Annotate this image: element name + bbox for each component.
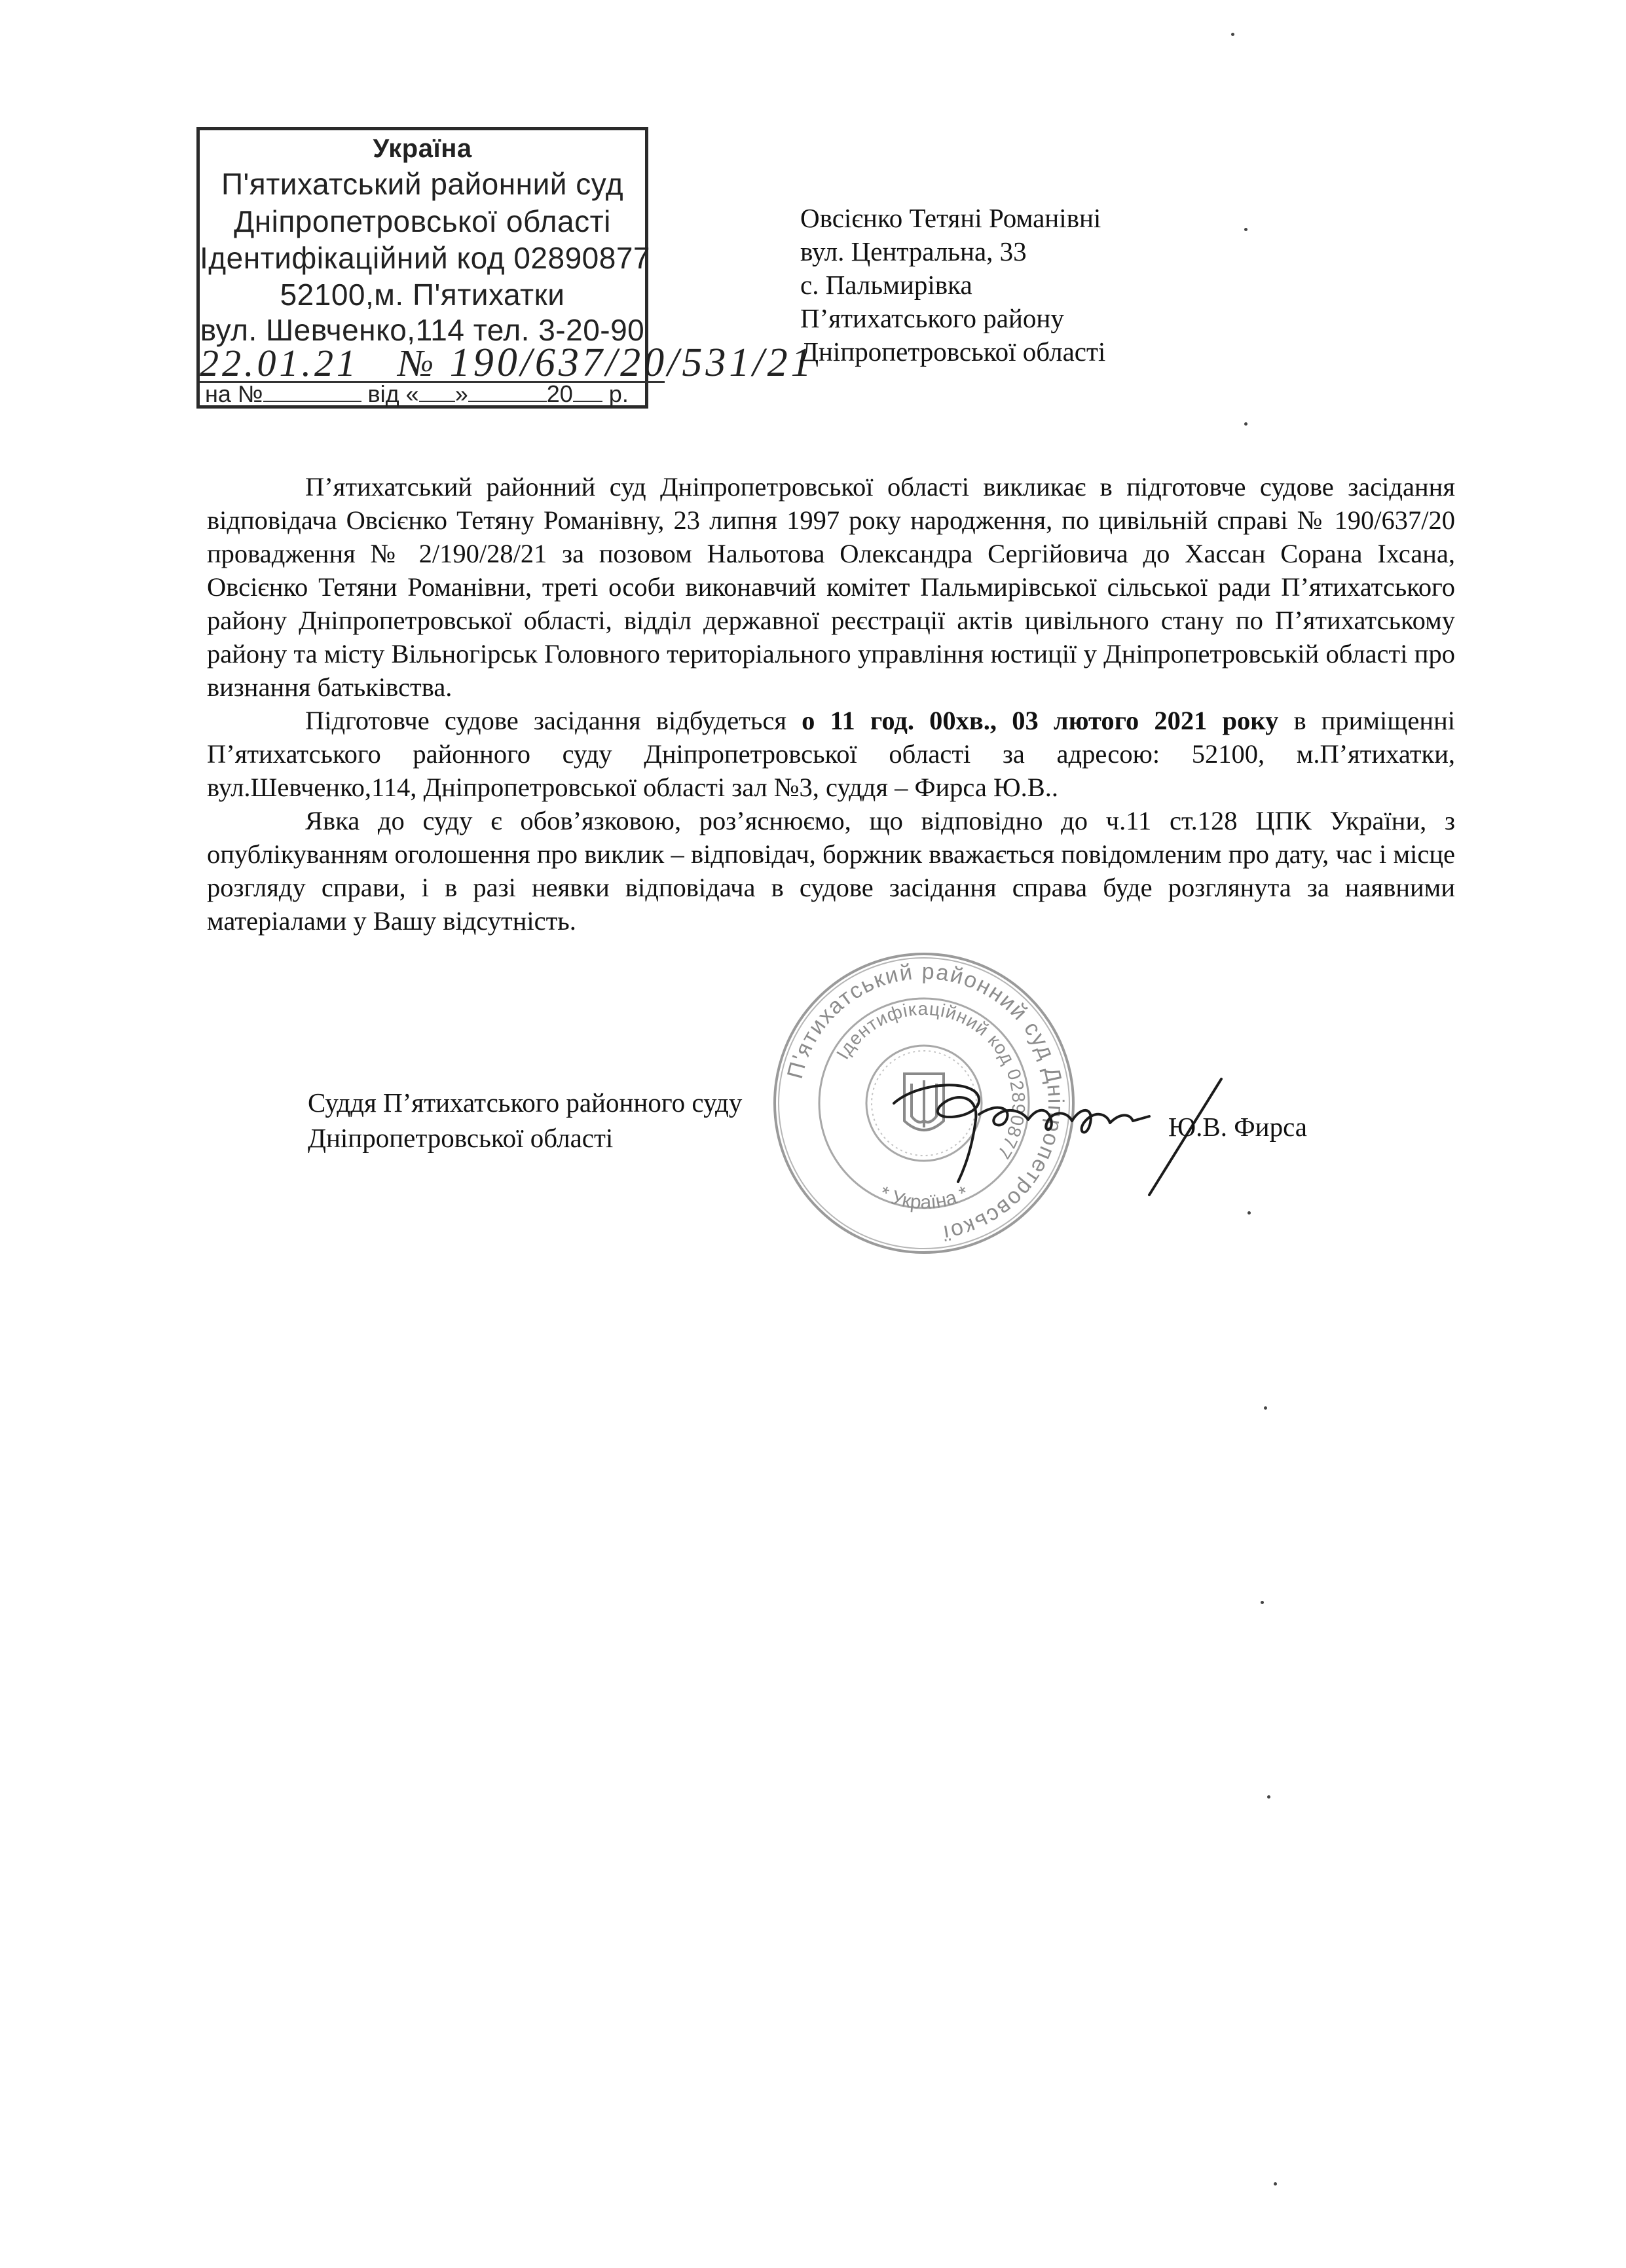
- scan-speck: [1267, 1795, 1270, 1799]
- recipient-village: с. Пальмирівка: [800, 270, 972, 300]
- stamp-ref-suffix: р.: [608, 380, 629, 407]
- stamp-region: Дніпропетровської області: [234, 204, 611, 238]
- judge-name: Ю.В. Фирса: [1168, 1112, 1307, 1142]
- recipient-street: вул. Центральна, 33: [800, 236, 1027, 266]
- summons-paragraph-3: Явка до суду є обов’язковою, роз’яснюємо, що відповідно до ч.11 ст.128 ЦПК України, з опублікуванням оголошення про виклик – відповідач, боржник вважається повідомленим про дату, час і місце розгляду справи, і в разі неявки відповідача в судове засідання справа буде розглянута за наявними матеріалами у Вашу відсутність.: [207, 806, 1455, 936]
- judge-title: Суддя П’ятихатського районного суду: [308, 1088, 743, 1118]
- hearing-location: в приміщенні П’ятихатського районного суду Дніпропетровської області за адресою: 52100, м.П’ятихатки, вул.Шевченко,114, Дніпропетровської області зал №3, суддя – Фирса Ю.В..: [207, 706, 1456, 802]
- hearing-intro: Підготовче судове засідання відбудеться: [305, 706, 786, 735]
- stamp-ref-prefix: на №: [205, 380, 263, 407]
- stamp-ref-close: »: [454, 380, 468, 407]
- scan-speck: [1244, 422, 1247, 426]
- scan-speck: [1247, 1211, 1251, 1215]
- stamp-handwritten-reference: [200, 340, 815, 386]
- stamp-ref-year: 20: [546, 380, 573, 407]
- scan-speck: [1261, 1601, 1264, 1604]
- stamp-hand-number: 190/637/20/531/21: [449, 340, 815, 385]
- recipient-region: Дніпропетровської області: [800, 337, 1106, 367]
- hearing-datetime: о 11 год. 00хв., 03 лютого 2021 року: [802, 706, 1279, 735]
- recipient-district: П’ятихатського району: [800, 303, 1064, 333]
- summons-body: [207, 470, 1455, 938]
- stamp-street-phone: вул. Шевченко,114 тел. 3-20-90: [200, 313, 645, 347]
- stamp-id-code: Ідентифікаційний код 02890877: [200, 241, 650, 275]
- stamp-ref-mid: від «: [367, 380, 419, 407]
- summons-paragraph-2: [207, 704, 1455, 804]
- stamp-ref-line: [205, 380, 629, 408]
- stamp-court-name: П'ятихатський районний суд: [221, 167, 624, 201]
- scan-speck: [1274, 2182, 1277, 2186]
- recipient-name: Овсієнко Тетяні Романівні: [800, 203, 1101, 233]
- stamp-country: Україна: [373, 134, 472, 163]
- stamp-hand-no-label: №: [397, 342, 437, 384]
- stamp-postal-city: 52100,м. П'ятихатки: [280, 278, 565, 312]
- stamp-hand-date: 22.01.21: [200, 342, 359, 384]
- judge-court-region: Дніпропетровської області: [308, 1123, 614, 1153]
- recipient-address: [800, 202, 1105, 369]
- scan-speck: [1244, 228, 1247, 231]
- court-header-stamp: [196, 127, 815, 409]
- signature-block: [308, 1085, 742, 1156]
- summons-paragraph-1: П’ятихатський районний суд Дніпропетровської області викликає в підготовче судове засідання відповідача Овсієнко Тетяну Романівну, 23 липня 1997 року народження, по цивільній справі № 190/637/20 провадження № 2/190/28/21 за позовом Нальотова Олександра Сергійовича до Хассан Сорана Іхсана, Овсієнко Тетяни Романівни, треті особи виконавчий комітет Пальмирівської сільської ради П’ятихатського району Дніпропетровської області, відділ державної реєстрації актів цивільного стану по П’ятихатському району та місту Вільногірськ Головного територіального управління юстиції у Дніпропетровській області про визнання батьківства.: [207, 472, 1455, 702]
- seal-inner-text: Ідентифікаційний код 02890877: [832, 998, 1029, 1163]
- seal-bottom-text: * Україна *: [876, 1182, 972, 1214]
- scan-speck: [1264, 1406, 1267, 1410]
- seal-outer-text: П'ятихатський районний суд Дніпропетровської: [782, 959, 1069, 1246]
- scan-speck: [1231, 33, 1234, 36]
